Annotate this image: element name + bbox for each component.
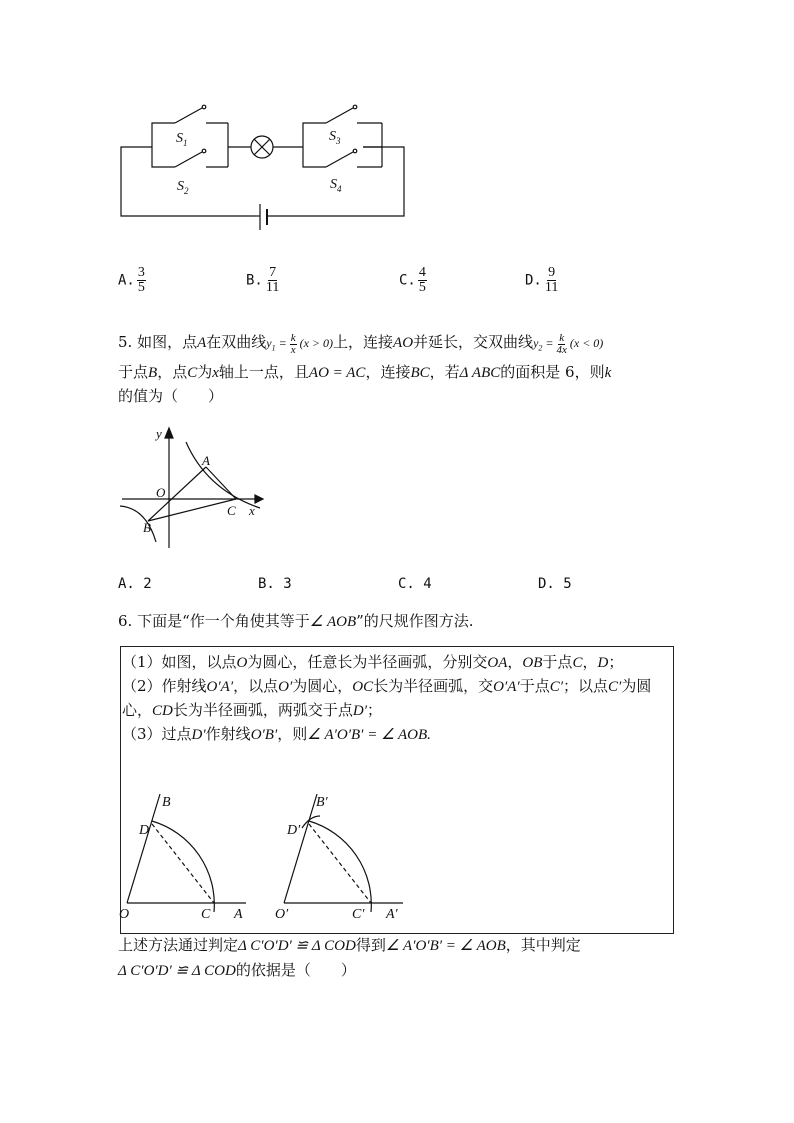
circuit-diagram	[110, 95, 420, 235]
switch-s1-blade	[175, 108, 202, 123]
circuit-wire-right	[270, 147, 404, 216]
q5-formula-y2: $y_2$ = $\frac{k}{4x}$ (x < 0)	[533, 331, 604, 356]
circuit-wire-left	[121, 147, 255, 216]
q5-hyperbola-graph	[112, 420, 267, 555]
fig1-label-O: O	[119, 907, 130, 922]
y-axis-arrow	[165, 428, 173, 438]
switch-s1-label: $S_1$	[176, 131, 188, 148]
ray-O'B'	[284, 794, 317, 903]
fig1-label-B: B	[162, 795, 171, 810]
fig1-label-A: A	[234, 907, 243, 922]
q6-step-3: （3）过点D′作射线O′B′，则∠ A′O′B′ = ∠ AOB.	[122, 725, 431, 743]
q5-line-2: 于点B，点C为x轴上一点，且AO = AC，连接BC，若Δ ABC的面积是 6，则k	[118, 363, 612, 381]
fig2-label-C: C′	[352, 907, 365, 922]
switch-s2-label: $S_2$	[177, 179, 189, 196]
q5-line-3: 的值为（ ）	[118, 387, 224, 405]
q6-intro: 6. 下面是“作一个角使其等于∠ AOB”的尺规作图方法.	[118, 612, 474, 630]
q6-step-2-cont: 心，CD长为半径画弧，两弧交于点D′；	[122, 701, 383, 719]
fig2-label-B: B′	[316, 795, 328, 810]
switch-s3-label: $S_3$	[329, 129, 341, 146]
q5-formula-y1: $y_1$ = $\frac{k}{x}$ (x > 0)	[266, 331, 334, 356]
graph-label-y: y	[156, 426, 162, 441]
q5-option-b: B. 3	[258, 576, 292, 592]
fig2-label-D: D′	[287, 823, 301, 838]
ray-OB	[127, 794, 160, 903]
fig2-label-A: A′	[386, 907, 398, 922]
q6-step-1: （1）如图，以点O为圆心，任意长为半径画弧，分别交OA，OB于点C，D；	[122, 653, 624, 671]
q4-option-b: B. $\frac{7}{11}$	[246, 265, 280, 295]
arc-C'D'	[309, 821, 371, 912]
graph-label-x: x	[249, 503, 255, 518]
switch-s4-blade	[326, 152, 353, 167]
segment-AC	[206, 467, 236, 499]
graph-label-C: C	[227, 503, 236, 518]
segment-BC	[148, 499, 236, 521]
switch-s2-blade	[175, 152, 202, 167]
switch-s3-blade	[326, 108, 353, 123]
q6-after-line-2: Δ C′O′D′ ≌ Δ COD的依据是（ ）	[118, 961, 356, 979]
q6-after-line-1: 上述方法通过判定Δ C′O′D′ ≌ Δ COD得到∠ A′O′B′ = ∠ AOB，其中判定	[118, 936, 581, 954]
graph-label-A: A	[202, 453, 210, 468]
q6-figure-constructed-angle	[272, 788, 412, 923]
x-axis-arrow	[255, 495, 263, 503]
graph-label-O: O	[156, 485, 166, 500]
q6-step-2: （2）作射线O′A′，以点O′为圆心，OC长为半径画弧，交O′A′于点C′；以点C′为圆	[122, 677, 652, 695]
q5-line-1: 5. 如图，点A在双曲线$y_1$ = $\frac{k}{x}$ (x > 0)上，连接AO并延长，交双曲线$y_2$ = $\frac{k}{4x}$ (x < 0)	[118, 331, 604, 356]
q5-option-a: A. 2	[118, 576, 152, 592]
q6-figure-original-angle	[115, 788, 255, 923]
switch-s4-label: $S_4$	[330, 177, 342, 194]
q5-option-c: C. 4	[398, 576, 432, 592]
q4-option-d: D. $\frac{9}{11}$	[525, 265, 559, 295]
fig2-label-O: O′	[275, 907, 289, 922]
q4-option-a: A. $\frac{3}{5}$	[118, 265, 145, 295]
q5-option-d: D. 5	[538, 576, 572, 592]
q4-option-c: C. $\frac{4}{5}$	[399, 265, 426, 295]
graph-label-B: B	[143, 520, 151, 535]
arc-CD	[152, 821, 214, 912]
fig1-label-C: C	[201, 907, 211, 922]
fig1-label-D: D	[139, 823, 150, 838]
